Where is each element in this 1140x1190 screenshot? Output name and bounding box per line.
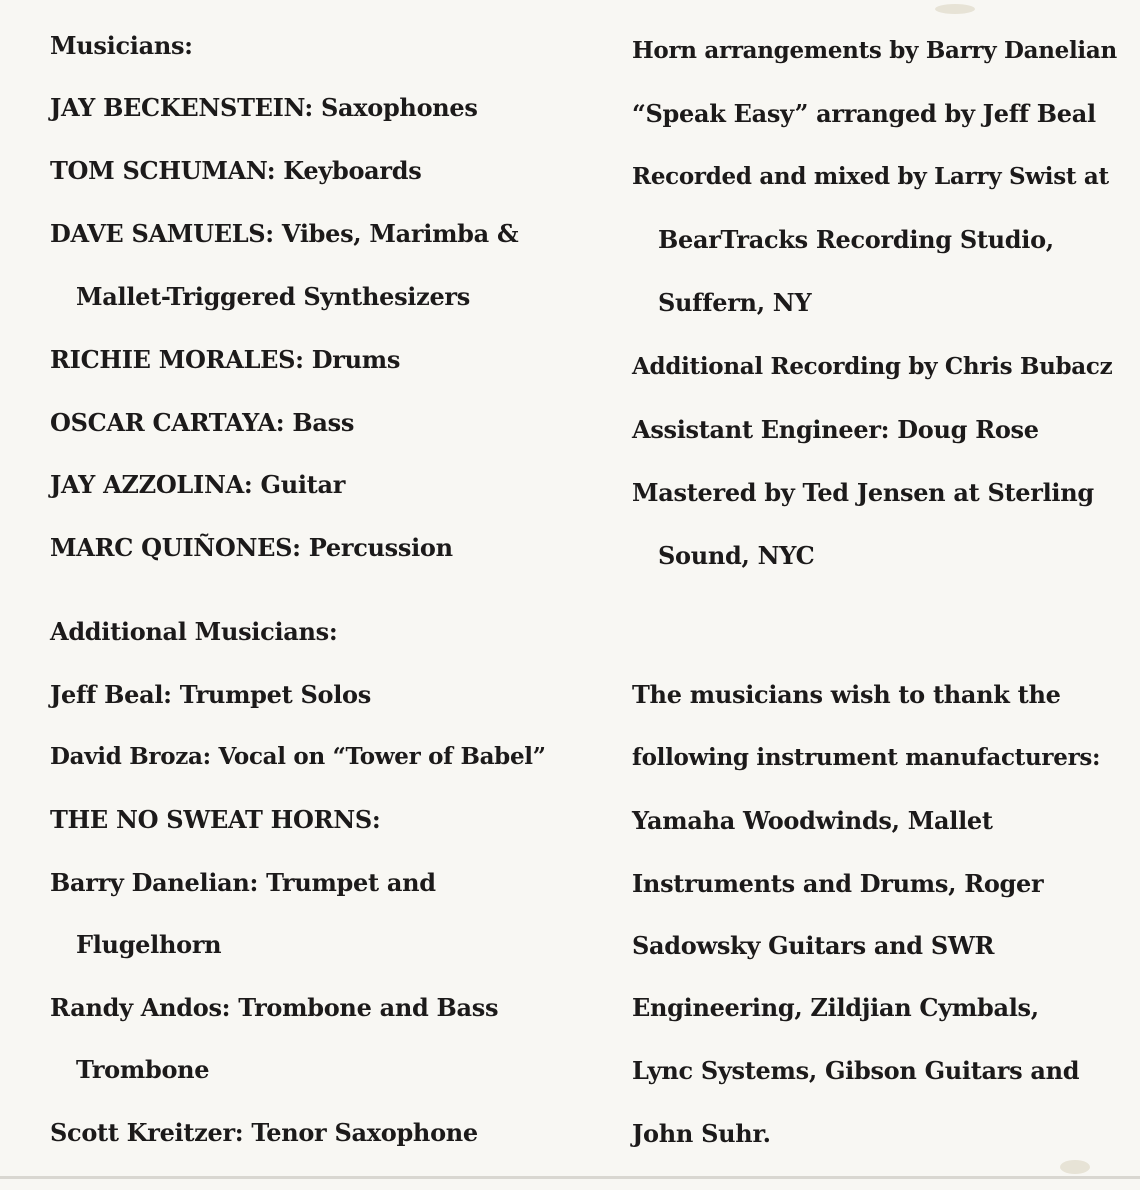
thanks-line: following instrument manufacturers: bbox=[632, 744, 1101, 771]
paper-stain bbox=[1060, 1160, 1090, 1174]
credit-line: RICHIE MORALES: Drums bbox=[50, 345, 401, 374]
credit-line: MARC QUIÑONES: Percussion bbox=[50, 533, 453, 562]
credit-line: OSCAR CARTAYA: Bass bbox=[50, 408, 355, 437]
credit-line: Scott Kreitzer: Tenor Saxophone bbox=[50, 1118, 478, 1147]
thanks-line: Engineering, Zildjian Cymbals, bbox=[632, 993, 1039, 1022]
credit-line: David Broza: Vocal on “Tower of Babel” bbox=[50, 743, 546, 770]
paper-stain bbox=[935, 4, 975, 14]
credit-line: JAY BECKENSTEIN: Saxophones bbox=[50, 93, 478, 122]
credit-line-continued: Flugelhorn bbox=[76, 930, 222, 959]
credit-line: Barry Danelian: Trumpet and bbox=[50, 868, 436, 897]
page-edge bbox=[0, 1176, 1140, 1179]
musicians-heading: Musicians: bbox=[50, 31, 193, 60]
credit-line: Jeff Beal: Trumpet Solos bbox=[50, 680, 371, 709]
production-credit-line-continued: Sound, NYC bbox=[658, 541, 815, 570]
production-credit-line-continued: BearTracks Recording Studio, bbox=[658, 225, 1054, 254]
production-credit-line-continued: Suffern, NY bbox=[658, 288, 812, 317]
credit-line: JAY AZZOLINA: Guitar bbox=[50, 470, 346, 499]
thanks-line: John Suhr. bbox=[632, 1119, 771, 1148]
production-credit-line: “Speak Easy” arranged by Jeff Beal bbox=[632, 99, 1096, 128]
thanks-line: Lync Systems, Gibson Guitars and bbox=[632, 1056, 1080, 1085]
thanks-line: Sadowsky Guitars and SWR bbox=[632, 931, 995, 960]
credit-line-continued: Mallet-Triggered Synthesizers bbox=[76, 282, 470, 311]
credit-line: DAVE SAMUELS: Vibes, Marimba & bbox=[50, 219, 519, 248]
horns-heading: THE NO SWEAT HORNS: bbox=[50, 805, 381, 834]
production-credit-line: Mastered by Ted Jensen at Sterling bbox=[632, 478, 1094, 507]
thanks-line: The musicians wish to thank the bbox=[632, 680, 1061, 709]
production-credit-line: Recorded and mixed by Larry Swist at bbox=[632, 163, 1109, 190]
production-credit-line: Assistant Engineer: Doug Rose bbox=[632, 415, 1039, 444]
credit-line: Randy Andos: Trombone and Bass bbox=[50, 993, 499, 1022]
credit-line: TOM SCHUMAN: Keyboards bbox=[50, 156, 422, 185]
thanks-line: Yamaha Woodwinds, Mallet bbox=[632, 806, 993, 835]
additional-musicians-heading: Additional Musicians: bbox=[50, 617, 338, 646]
credit-line-continued: Trombone bbox=[76, 1055, 210, 1084]
thanks-line: Instruments and Drums, Roger bbox=[632, 869, 1044, 898]
production-credit-line: Additional Recording by Chris Bubacz bbox=[632, 353, 1113, 380]
production-credit-line: Horn arrangements by Barry Danelian bbox=[632, 37, 1117, 64]
